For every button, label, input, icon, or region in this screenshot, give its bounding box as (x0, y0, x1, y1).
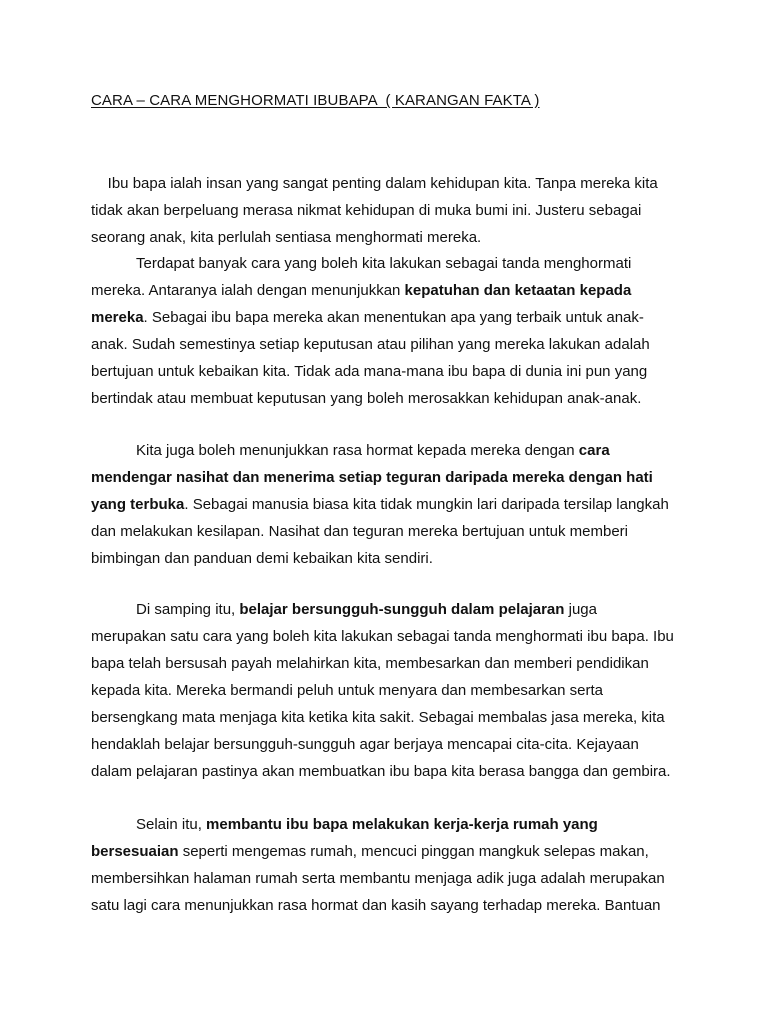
paragraph (91, 437, 691, 572)
paragraph-text: . Sebagai manusia biasa kita tidak mungkin lari daripada tersilap langkah dan melakukan kesilapan. Nasihat dan teguran mereka bertujuan untuk memberi bimbingan dan panduan demi kebaikan kita sendiri. (91, 496, 669, 567)
paragraph-text: Selain itu, (136, 816, 207, 833)
paragraph-text: Kita juga boleh menunjukkan rasa hormat kepada mereka dengan (136, 442, 579, 459)
bold-phrase: belajar bersungguh-sungguh dalam pelajaran (239, 601, 565, 618)
paragraph (91, 811, 691, 919)
paragraph-text: Ibu bapa ialah insan yang sangat penting dalam kehidupan kita. Tanpa mereka kita tidak akan berpeluang merasa nikmat kehidupan di muka bumi ini. Justeru sebagai seorang anak, kita perlulah sentiasa menghormati mereka. (91, 175, 658, 246)
document-title: CARA – CARA MENGHORMATI IBUBAPA ( KARANGAN FAKTA ) (91, 92, 540, 109)
paragraph (91, 596, 691, 785)
bold-phrase: cara mendengar nasihat dan menerima setiap teguran daripada mereka dengan hati yang terbuka (91, 442, 653, 513)
paragraph (91, 250, 691, 412)
paragraph-text: . Sebagai ibu bapa mereka akan menentukan apa yang terbaik untuk anak- anak. Sudah semestinya setiap keputusan atau pilihan yang mereka lakukan adalah bertujuan untuk kebaikan kita. Tidak ada mana-mana ibu bapa di dunia ini pun yang bertindak atau membuat keputusan yang boleh merosakkan kehidupan anak-anak. (91, 309, 650, 407)
paragraph-text: seperti mengemas rumah, mencuci pinggan mangkuk selepas makan, membersihkan halaman rumah serta membantu menjaga adik juga adalah merupakan satu lagi cara menunjukkan rasa hormat dan kasih sayang terhadap mereka. Bantuan (91, 843, 665, 914)
paragraph-text: Di samping itu, (136, 601, 240, 618)
paragraph-text: juga merupakan satu cara yang boleh kita lakukan sebagai tanda menghormati ibu bapa. Ibu bapa telah bersusah payah melahirkan kita, membesarkan dan memberi pendidikan kepada kita. Mereka bermandi peluh untuk menyara dan membesarkan serta bersengkang mata menjaga kita ketika kita sakit. Sebagai membalas jasa mereka, kita hendaklah belajar bersungguh-sungguh agar berjaya mencapai cita-cita. Kejayaan dalam pelajaran pastinya akan membuatkan ibu bapa kita berasa bangga dan gembira. (91, 601, 674, 780)
bold-phrase: kepatuhan dan ketaatan kepada mereka (91, 282, 632, 326)
paragraph-text: Terdapat banyak cara yang boleh kita lakukan sebagai tanda menghormati mereka. Antaranya ialah dengan menunjukkan (91, 255, 632, 299)
bold-phrase: membantu ibu bapa melakukan kerja-kerja rumah yang bersesuaian (91, 816, 598, 860)
